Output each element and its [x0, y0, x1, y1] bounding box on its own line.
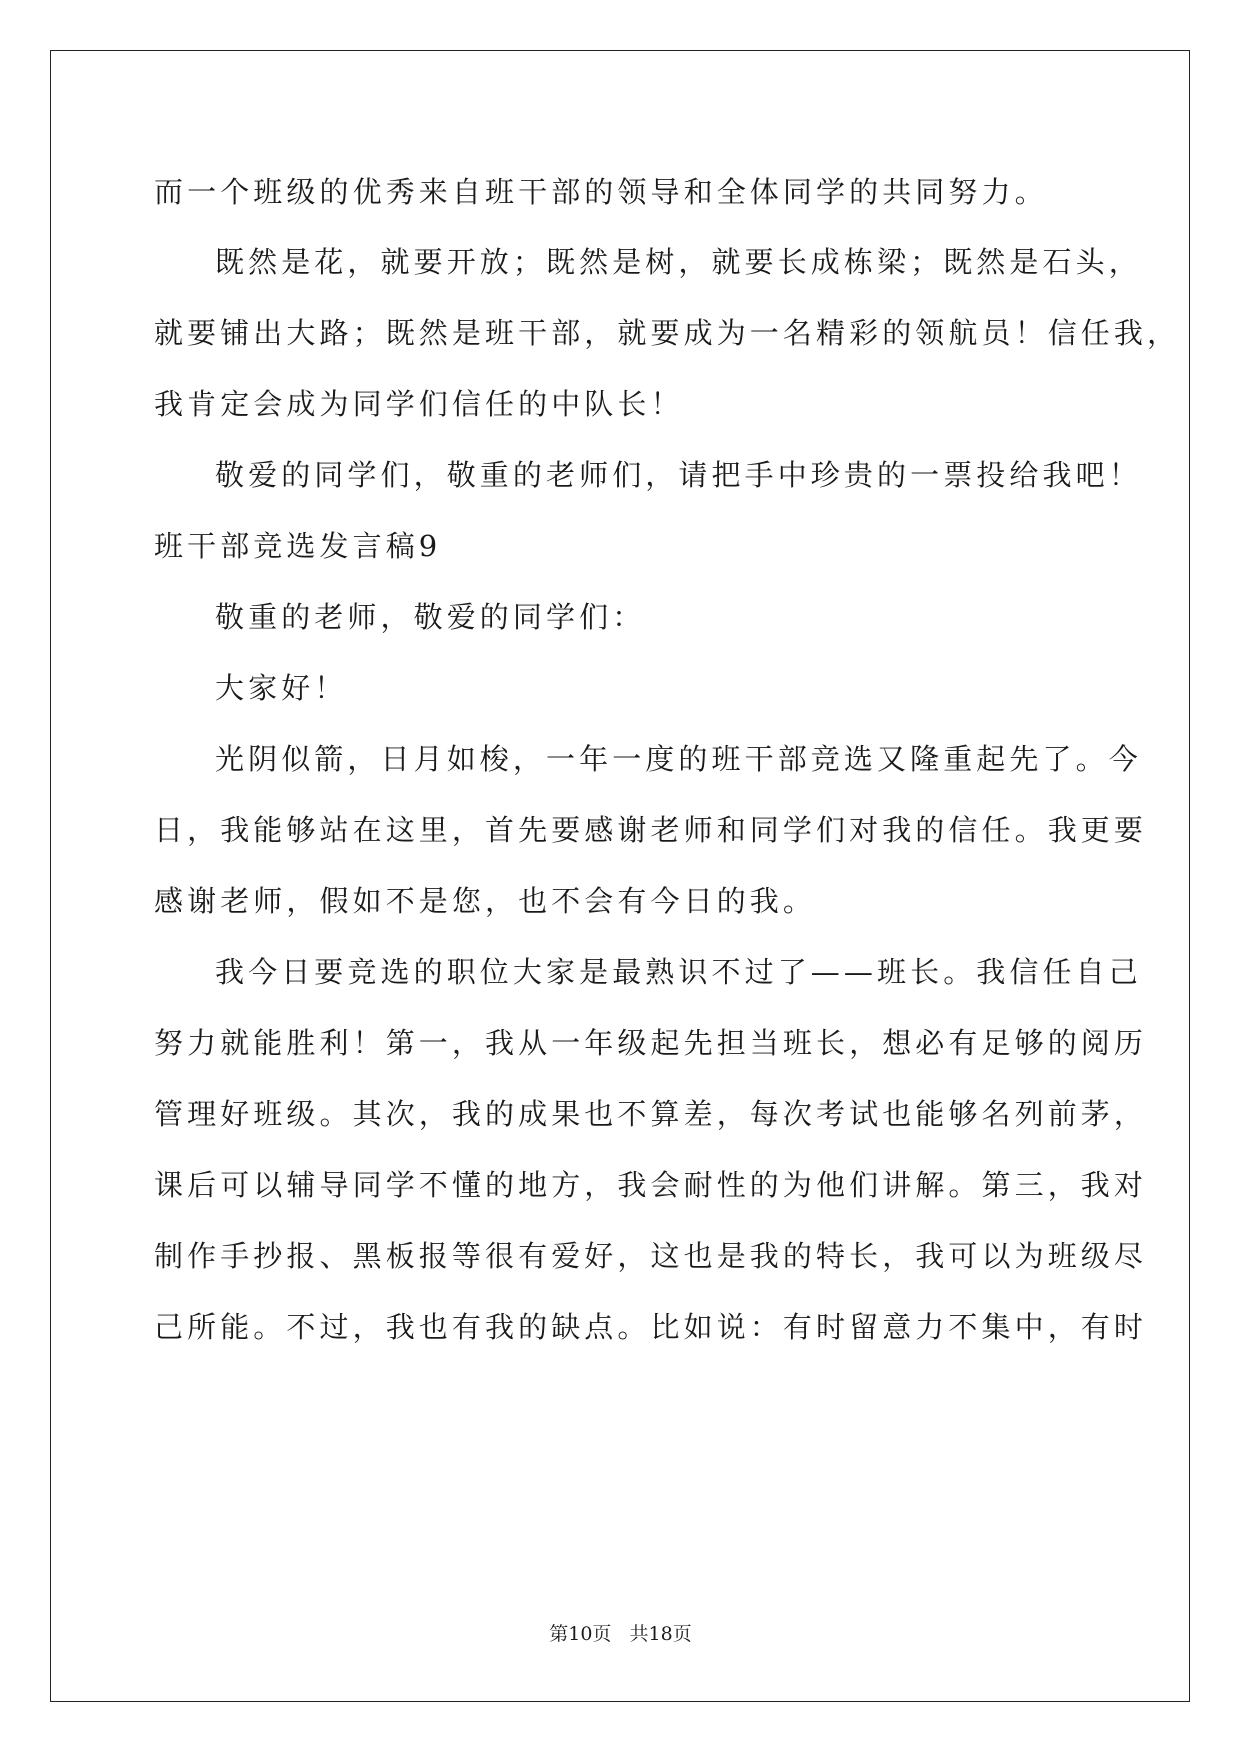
text-line: 课后可以辅导同学不懂的地方，我会耐性的为他们讲解。第三，我对: [154, 1168, 1148, 1202]
text-line: 制作手抄报、黑板报等很有爱好，这也是我的特长，我可以为班级尽: [154, 1239, 1148, 1273]
text-line: 日，我能够站在这里，首先要感谢老师和同学们对我的信任。我更要: [154, 813, 1148, 847]
text-line: 光阴似箭，日月如梭，一年一度的班干部竞选又隆重起先了。今: [215, 742, 1142, 776]
text-line: 敬爱的同学们，敬重的老师们，请把手中珍贵的一票投给我吧！: [215, 458, 1142, 492]
text-line: 既然是花，就要开放；既然是树，就要长成栋梁；既然是石头，: [215, 245, 1142, 279]
text-line: 敬重的老师，敬爱的同学们：: [215, 600, 646, 634]
text-line: 我今日要竞选的职位大家是最熟识不过了——班长。我信任自己: [215, 955, 1142, 989]
text-line: 大家好！: [215, 671, 348, 705]
text-line: 我肯定会成为同学们信任的中队长！: [154, 387, 684, 421]
text-line: 管理好班级。其次，我的成果也不算差，每次考试也能够名列前茅，: [154, 1097, 1148, 1131]
text-line: 努力就能胜利！第一，我从一年级起先担当班长，想必有足够的阅历: [154, 1026, 1148, 1060]
section-heading: 班干部竞选发言稿9: [154, 529, 442, 563]
text-line: 而一个班级的优秀来自班干部的领导和全体同学的共同努力。: [154, 175, 1048, 209]
text-line: 己所能。不过，我也有我的缺点。比如说：有时留意力不集中，有时: [154, 1310, 1148, 1344]
page-number: 第10页 共18页: [549, 1623, 692, 1645]
text-line: 就要铺出大路；既然是班干部，就要成为一名精彩的领航员！信任我，: [154, 316, 1181, 350]
page-border: [50, 50, 1190, 1702]
text-line: 感谢老师，假如不是您，也不会有今日的我。: [154, 884, 817, 918]
